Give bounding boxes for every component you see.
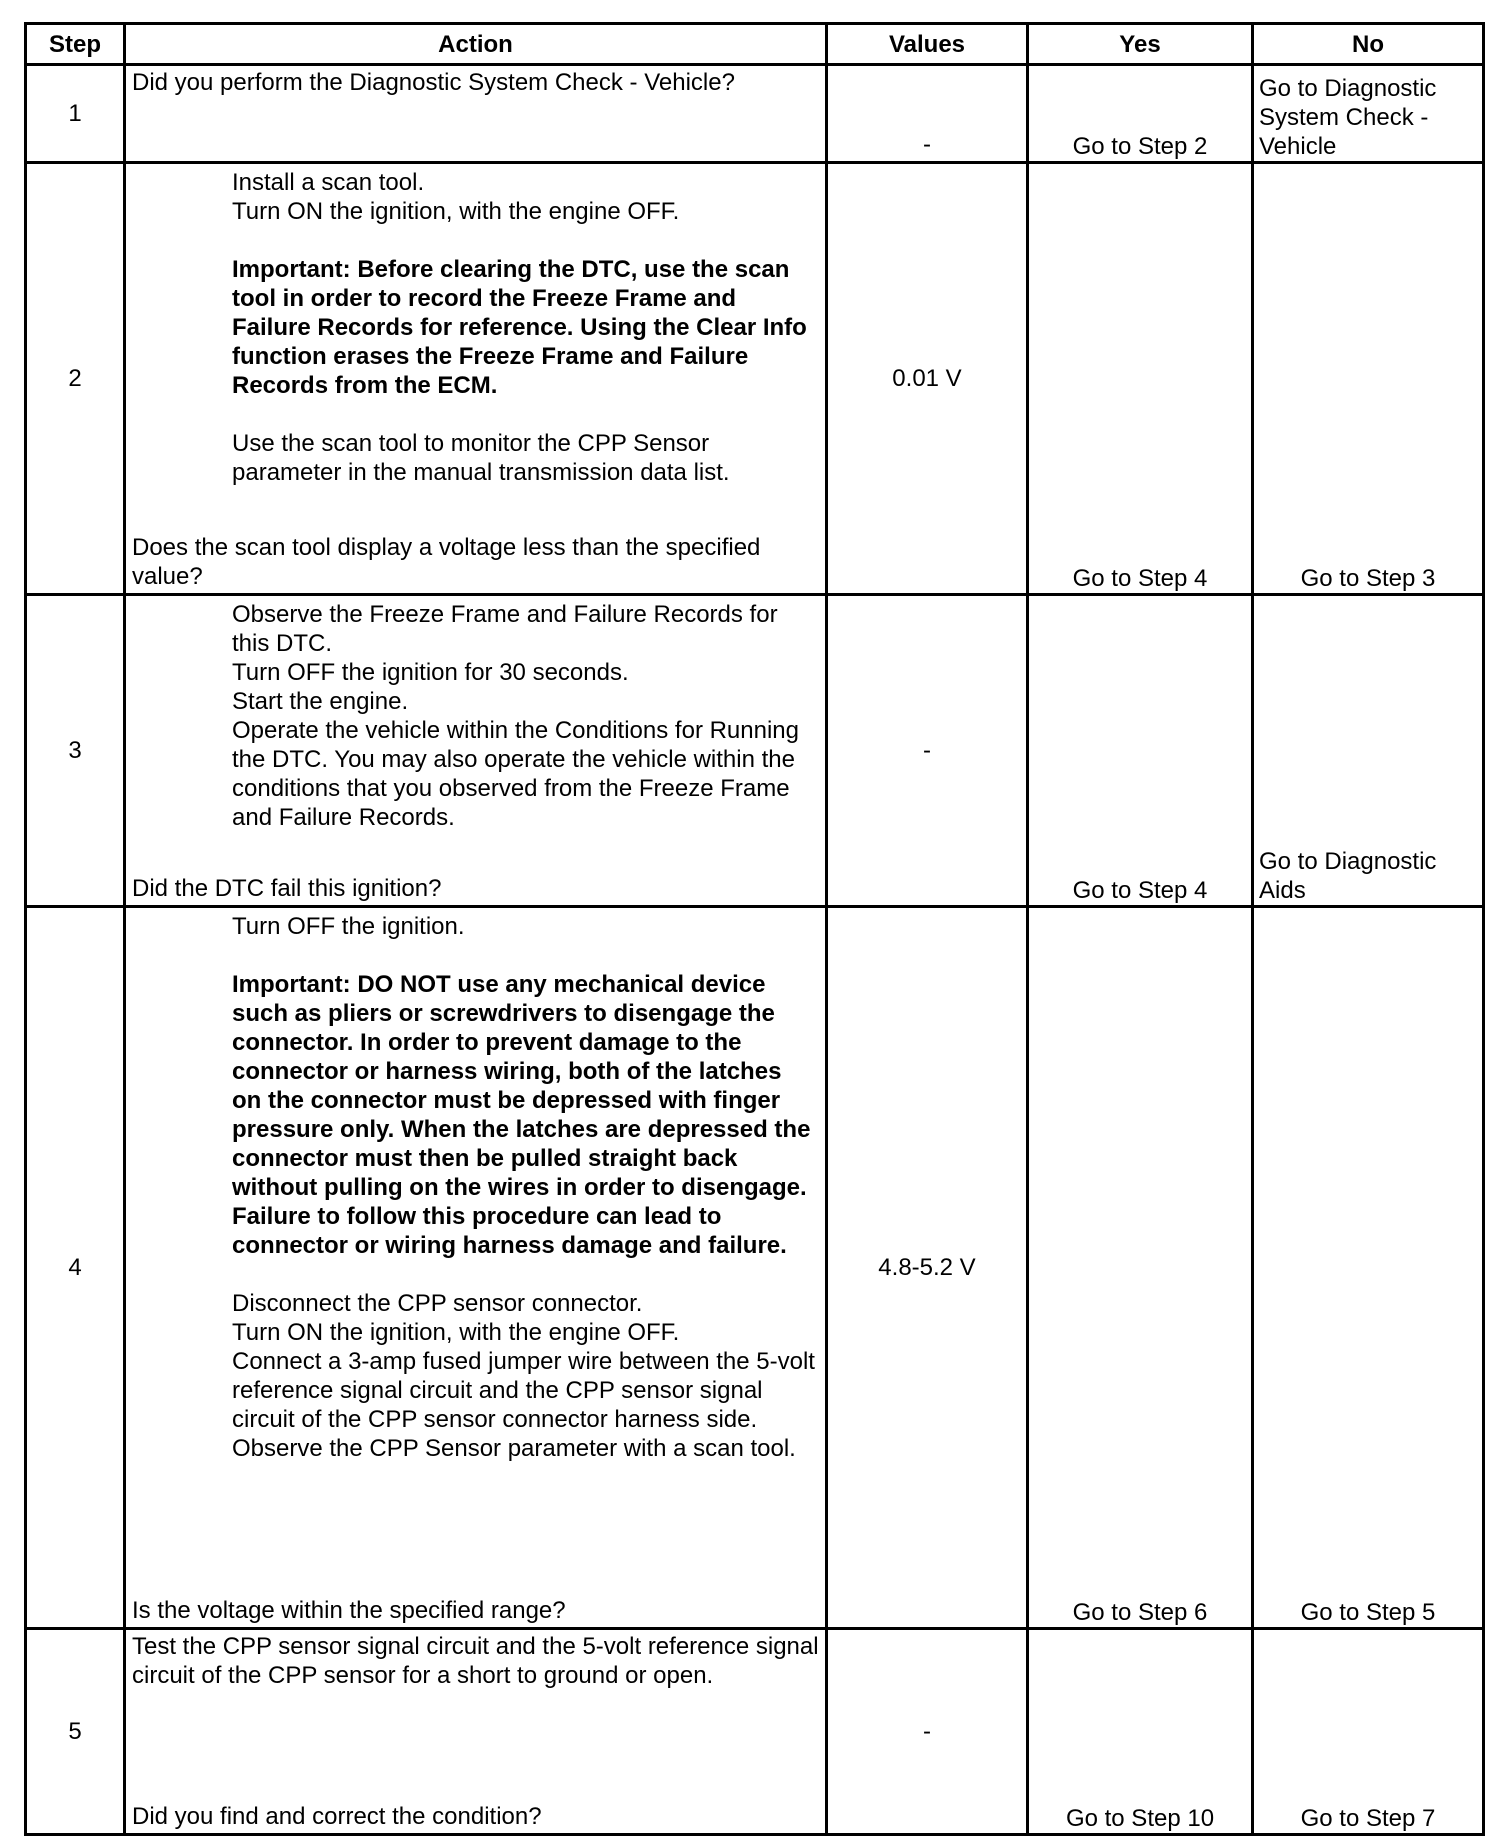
header-values: Values (827, 24, 1028, 65)
action-instructions (126, 908, 825, 1463)
important-note: Important: DO NOT use any mechanical device such as pliers or screwdrivers to disengage the connector. In order to prevent damage to the connector or harness wiring, both of the latches on the connector must be depressed with finger pressure only. When the latches are depressed the connector must then be pulled straight back without pulling on the wires in order to disengage. Failure to follow this procedure can lead to connector or wiring harness damage and failure. (232, 971, 811, 1259)
instruction-line: Disconnect the CPP sensor connector. (232, 1290, 643, 1317)
instruction-line: Install a scan tool. (232, 169, 425, 196)
no-cell: Go to Step 5 (1253, 907, 1484, 1629)
table-row-step-1 (26, 65, 1484, 163)
instruction-line: Start the engine. (232, 688, 409, 715)
instruction-line: Turn ON the ignition, with the engine OFF. (232, 198, 680, 225)
yes-cell: Go to Step 6 (1028, 907, 1253, 1629)
step-number: 2 (26, 163, 125, 595)
action-question: Did you find and correct the condition? (132, 1803, 542, 1830)
instruction-line: Observe the CPP Sensor parameter with a scan tool. (232, 1435, 796, 1462)
header-action: Action (125, 24, 827, 65)
instruction-line: Turn ON the ignition, with the engine OFF. (232, 1319, 680, 1346)
no-cell: Go to Diagnostic Aids (1253, 595, 1484, 907)
action-question: Did you perform the Diagnostic System Check - Vehicle? (132, 69, 735, 96)
step-number: 5 (26, 1629, 125, 1835)
action-question: Did the DTC fail this ignition? (132, 875, 442, 902)
step-number: 4 (26, 907, 125, 1629)
action-cell (125, 65, 827, 163)
instruction-line: Turn OFF the ignition for 30 seconds. (232, 659, 629, 686)
action-cell (125, 1629, 827, 1835)
value-cell: - (827, 595, 1028, 907)
yes-cell: Go to Step 4 (1028, 595, 1253, 907)
action-cell (125, 163, 827, 595)
instruction-line: Connect a 3-amp fused jumper wire between the 5-volt reference signal circuit and the CPP sensor signal circuit of the CPP sensor connector harness side. (232, 1348, 815, 1433)
header-no: No (1253, 24, 1484, 65)
value-cell: - (827, 65, 1028, 163)
value-cell: 0.01 V (827, 163, 1028, 595)
step-number: 1 (26, 65, 125, 163)
instruction-line: Use the scan tool to monitor the CPP Sensor parameter in the manual transmission data list. (232, 430, 730, 486)
table-row-step-5 (26, 1629, 1484, 1835)
table-row-step-2 (26, 163, 1484, 595)
instruction-line: Turn OFF the ignition. (232, 913, 465, 940)
table-row-step-3 (26, 595, 1484, 907)
action-instructions (126, 164, 825, 487)
instruction-line: Operate the vehicle within the Conditions for Running the DTC. You may also operate the vehicle within the conditions that you observed from the Freeze Frame and Failure Records. (232, 717, 799, 831)
action-question: Is the voltage within the specified range? (132, 1597, 566, 1624)
yes-cell: Go to Step 4 (1028, 163, 1253, 595)
yes-cell: Go to Step 10 (1028, 1629, 1253, 1835)
header-row (26, 24, 1484, 65)
instruction-line: Observe the Freeze Frame and Failure Records for this DTC. (232, 601, 778, 657)
header-yes: Yes (1028, 24, 1253, 65)
header-step: Step (26, 24, 125, 65)
important-note: Important: Before clearing the DTC, use the scan tool in order to record the Freeze Frame and Failure Records for reference. Using the Clear Info function erases the Freeze Frame and Failure Records from the ECM. (232, 256, 807, 399)
action-question: Does the scan tool display a voltage less than the specified value? (132, 534, 761, 590)
no-cell: Go to Step 3 (1253, 163, 1484, 595)
action-instructions (126, 596, 825, 832)
action-instructions: Test the CPP sensor signal circuit and the 5-volt reference signal circuit of the CPP sensor for a short to ground or open. (132, 1633, 819, 1689)
yes-cell: Go to Step 2 (1028, 65, 1253, 163)
table-row-step-4 (26, 907, 1484, 1629)
no-cell: Go to Diagnostic System Check - Vehicle (1253, 65, 1484, 163)
no-cell: Go to Step 7 (1253, 1629, 1484, 1835)
step-number: 3 (26, 595, 125, 907)
action-cell (125, 595, 827, 907)
value-cell: 4.8-5.2 V (827, 907, 1028, 1629)
diagnostic-table (24, 22, 1485, 1836)
action-cell (125, 907, 827, 1629)
value-cell: - (827, 1629, 1028, 1835)
